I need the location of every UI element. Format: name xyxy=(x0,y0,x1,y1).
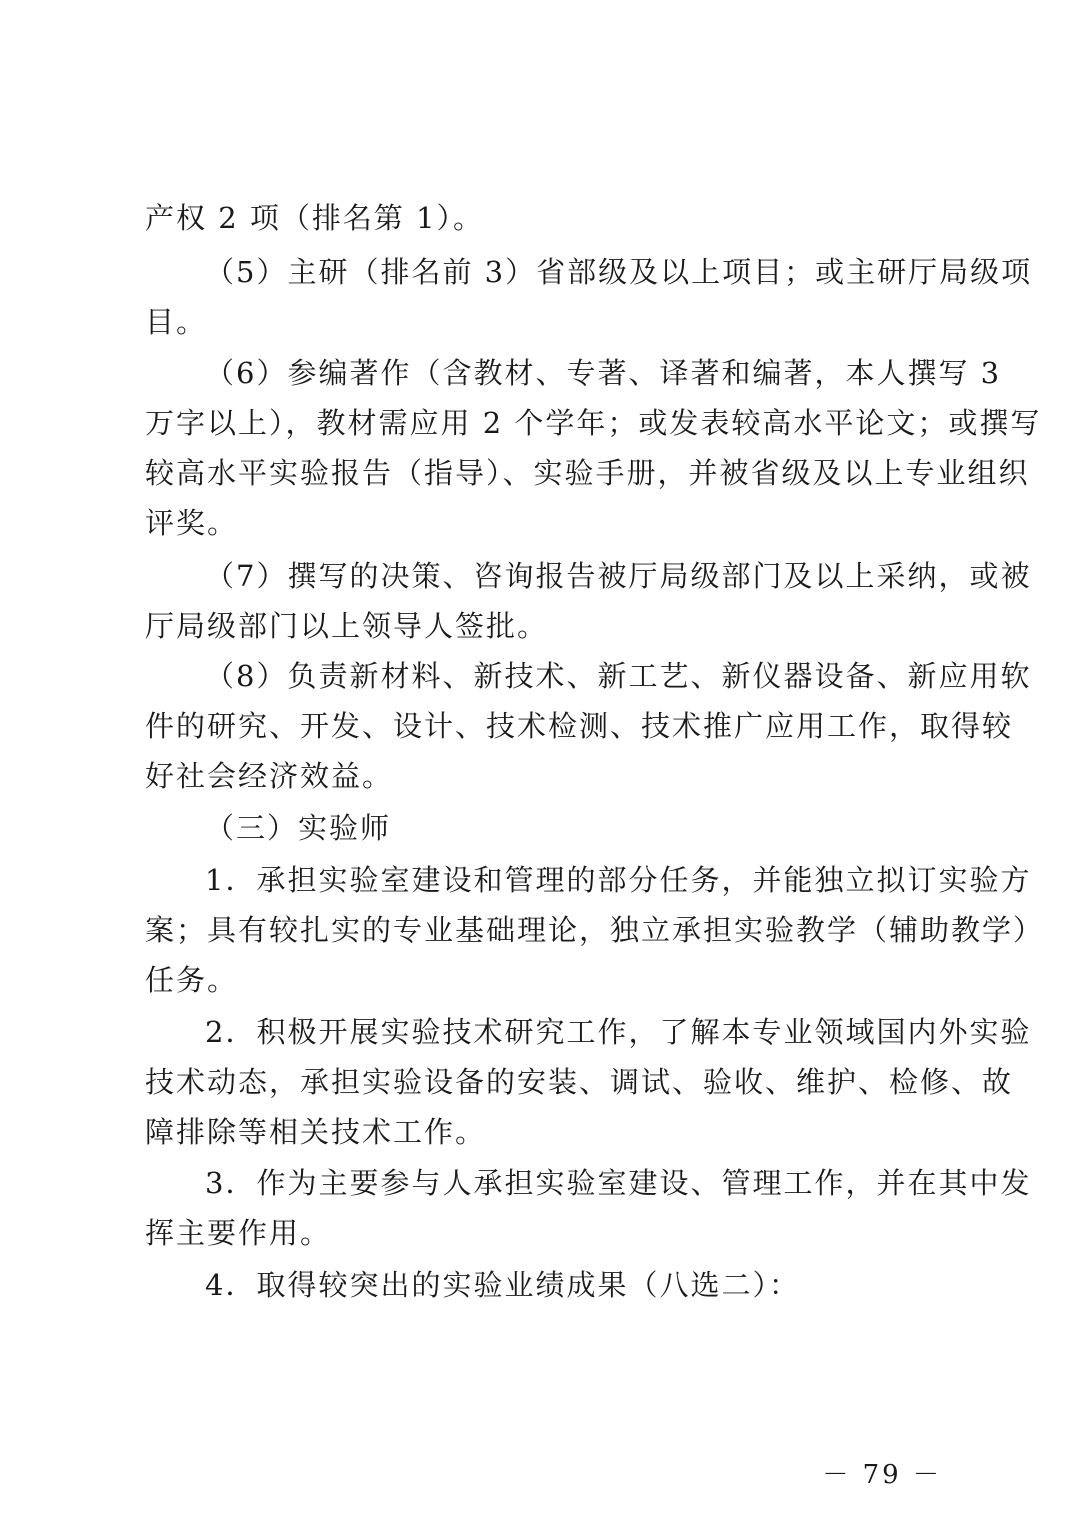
text-line: 1．承担实验室建设和管理的部分任务，并能独立拟订实验方 xyxy=(205,863,1032,897)
text-line: 万字以上），教材需应用 2 个学年；或发表较高水平论文；或撰写 xyxy=(145,406,1042,440)
page-number: － 79 － xyxy=(822,1460,942,1490)
text-line: 2．积极开展实验技术研究工作，了解本专业领域国内外实验 xyxy=(205,1015,1032,1049)
text-line: 障排除等相关技术工作。 xyxy=(145,1115,487,1149)
text-line: 3．作为主要参与人承担实验室建设、管理工作，并在其中发 xyxy=(205,1166,1032,1200)
text-line: （5）主研（排名前 3）省部级及以上项目；或主研厅局级项 xyxy=(205,255,1033,289)
text-line: 任务。 xyxy=(145,963,239,997)
text-line: （8）负责新材料、新技术、新工艺、新仪器设备、新应用软 xyxy=(205,659,1032,693)
text-line: 产权 2 项（排名第 1）。 xyxy=(145,201,485,235)
text-line: 厅局级部门以上领导人签批。 xyxy=(145,609,549,643)
text-line: 评奖。 xyxy=(145,506,239,540)
text-line: （7）撰写的决策、咨询报告被厅局级部门及以上采纳，或被 xyxy=(205,559,1032,593)
text-line: 好社会经济效益。 xyxy=(145,759,394,793)
text-line: 挥主要作用。 xyxy=(145,1216,332,1250)
text-line: 技术动态，承担实验设备的安装、调试、验收、维护、检修、故 xyxy=(145,1065,1014,1099)
section-heading: （三）实验师 xyxy=(205,811,392,845)
text-line: 件的研究、开发、设计、技术检测、技术推广应用工作，取得较 xyxy=(145,709,1014,743)
text-line: 目。 xyxy=(145,305,208,339)
text-line: 案；具有较扎实的专业基础理论，独立承担实验教学（辅助教学） xyxy=(145,913,1045,947)
text-line: 较高水平实验报告（指导）、实验手册，并被省级及以上专业组织 xyxy=(145,456,1030,490)
text-line: 4．取得较突出的实验业绩成果（八选二）： xyxy=(205,1268,800,1302)
text-line: （6）参编著作（含教材、专著、译著和编著，本人撰写 3 xyxy=(205,356,1002,390)
